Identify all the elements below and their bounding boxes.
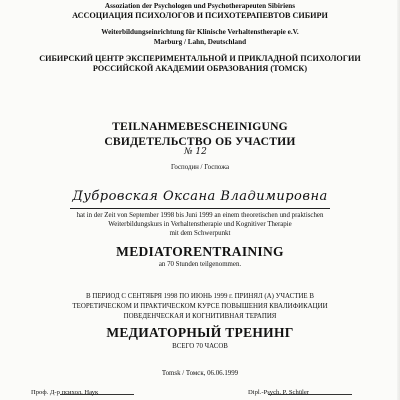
body-russian-line-3: ПОВЕДЕНЧЕСКАЯ И КОГНИТИВНАЯ ТЕРАПИЯ <box>123 313 277 320</box>
recipient-name-underline <box>70 208 330 209</box>
org-name-russian: АССОЦИАЦИЯ ПСИХОЛОГОВ И ПСИХОТЕРАПЕВТОВ СИБИРИ <box>72 11 328 20</box>
title-german: TEILNAHMEBESCHEINIGUNG <box>112 120 288 133</box>
center-name-line-1: СИБИРСКИЙ ЦЕНТР ЭКСПЕРИМЕНТАЛЬНОЙ И ПРИКЛАДНОЙ ПСИХОЛОГИИ <box>39 54 361 63</box>
place-and-date: Tomsk / Томск, 06.06.1999 <box>161 370 239 377</box>
recipient-name: Дубровская Оксана Владимировна <box>72 189 328 204</box>
salutation: Господин / Госпожа <box>170 164 230 171</box>
body-russian-line-1: В ПЕРИОД С СЕНТЯБРЯ 1998 ПО ИЮНЬ 1999 г. ПРИНЯЛ (А) УЧАСТИЕ В <box>86 293 314 300</box>
institute-name-german: Weiterbildungseinrichtung für Klinische Verhaltenstherapie e.V. <box>101 28 299 36</box>
course-hours-russian: ВСЕГО 70 ЧАСОВ <box>172 343 228 350</box>
body-german-line-1: hat in der Zeit von September 1998 bis Juni 1999 an einem theoretischen und praktischen <box>76 212 324 219</box>
body-german-line-2: Weiterbildungskurs in Verhaltenstherapie und Kognitiver Therapie <box>108 221 292 228</box>
right-signatory: Dipl.-Psych. P. Schüler <box>248 389 309 396</box>
left-signatory: Проф. Д-р психол. Наук <box>31 389 99 396</box>
course-name-german: MEDIATORENTRAINING <box>116 244 284 259</box>
course-name-russian: МЕДИАТОРНЫЙ ТРЕНИНГ <box>106 325 294 340</box>
center-name-line-2: РОССИЙСКОЙ АКАДЕМИИ ОБРАЗОВАНИЯ (ТОМСК) <box>92 64 308 73</box>
certificate-number: № 12 <box>184 147 207 157</box>
body-russian-line-2: ТЕОРЕТИЧЕСКОМ И ПРАКТИЧЕСКОМ КУРСЕ ПОВЫШЕНИЯ КВАЛИФИКАЦИИ <box>72 303 328 310</box>
title-russian: СВИДЕТЕЛЬСТВО ОБ УЧАСТИИ <box>104 135 296 148</box>
body-german-line-3: mit dem Schwerpunkt <box>169 230 231 237</box>
course-hours-german: an 70 Stunden teilgenommen. <box>158 261 242 268</box>
org-name-german: Assoziation der Psychologen und Psychotherapeuten Sibiriens <box>104 2 296 10</box>
institute-location: Marburg / Lahn, Deutschland <box>153 38 247 46</box>
